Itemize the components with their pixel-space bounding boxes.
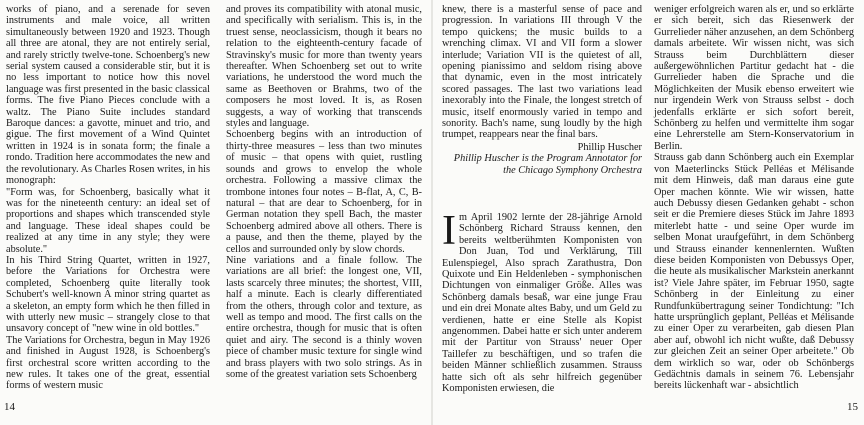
paragraph: Nine variations and a finale follow. The variations are all brief: the longest one, VII, lasts scarcely three minutes; the shortest, VIII, half a minute. Each is clearly differentiated from the others, through color and texture, as well as tempo and mood. The first calls on the entire orchestra, though for music that is often quiet and airy. The second is a thinly woven piece of chamber music texture for single wind and brass players with two solo strings. As in some of the greatest variation sets Schoenberg [226,254,422,380]
right-column-2 [654,4,854,392]
paragraph: works of piano, and a serenade for seven instruments and male voice, all written simultaneously between 1920 and 1923. Though all three are atonal, they are not entirely serial, and rarely strictly twelve-tone. Schoenberg's new serial system caused a considerable stir, but it is no less important to notice how this novel language was first presented in the basic classical forms. The five Piano Pieces conclude with a waltz. The Piano Suite includes standard Baroque dances: a gavotte, minuet and trio, and gigue. The first movement of a Wind Quintet written in 1924 is in sonata form; the finale a rondo. Tradition here accommodates the new and the revolutionary. As Charles Rosen writes, in his monograph: [6,4,210,187]
author-role: Phillip Huscher is the Program Annotator for the Chicago Symphony Orchestra [453,153,642,176]
german-text-start [442,208,642,395]
paragraph: Schoenberg begins with an introduction of thirty-three measures – less than two minutes of music – that opens with quiet, rustling sounds and grows to envelop the whole orchestra. Following a massive climax the trombone intones four notes – B-flat, A, C, B-natural – that are dear to Schoenberg, for in German notation they spell Bach, the master Schoenberg admired above all others. There is a pause, and then the theme, played by the cellos and surrounded only by slow chords. [226,129,422,255]
paragraph: and proves its compatibility with atonal music, and specifically with serialism. This is, in the truest sense, neoclassicism, though it bears no relation to the eighteenth-century facade of Stravinsky's music for more than twenty years thereafter. When Schoenberg set out to write variations, he understood the word much the same as Beethoven or Brahms, two of the composers he most loved. It is, as Rosen suggests, a way of working that transcends styles and language. [226,4,422,130]
right-column-1 [442,4,642,176]
german-paragraph: Strauss gab dann Schönberg auch ein Exemplar von Maeterlincks Stück Pelléas et Mélisande mit dem Hinweis, daß man daraus eine gute Oper machen könnte. Wie wir wissen, hatte auch Debussy diesen Gedanken gehabt - schon seit er die Premiere dieses Stück im Jahre 1893 miterlebt hatte - und seine Oper wurde im selben Monat uraufgeführt, in dem Schönberg und Strauss einander kennenlernten. Wußten diese beiden Komponisten von Debussys Oper, die heute als musikalischer Markstein anerkannt ist? Viele Jahre später, im Februar 1950, sagte Schönberg in der Einleitung zu einer Rundfunkübertragung seiner Tondichtung: "Ich hatte ursprünglich geplant, Pelléas et Mélisande zu einer Oper zu verarbeiten, gab diesen Plan aber auf, obwohl ich nicht wußte, daß Debussy zur gleichen Zeit an seiner Oper arbeitete." Ob dem wirklich so war, oder ob Schönbergs Gedächtnis damals in seinem 76. Lebensjahr bereits lückenhaft war - absichtlich [654,152,854,392]
left-column-2 [226,4,422,380]
page-number-left: 14 [4,401,15,413]
left-column-1 [6,4,210,392]
author-name: Phillip Huscher [577,141,642,153]
drop-cap: I [442,208,456,254]
right-page [432,0,864,425]
quote-paragraph: "Form was, for Schoenberg, basically what it was for the nineteenth century: an ideal set of proportions and shapes which transcended style and language. These ideal shapes could be realized at any time in any style; they were absolute." [6,186,210,255]
paragraph: The Variations for Orchestra, begun in May 1926 and finished in August 1928, is Schoenberg's first orchestral score written according to the new rules. It takes one of the great, essential forms of western music [6,334,210,392]
german-paragraph: m April 1902 lernte der 28-jährige Arnold Schönberg Richard Strauss kennen, den bereits weltberühmten Komponisten von Don Juan, Tod und Verklärung, Till Eulenspiegel, Also sprach Zarathustra, Don Quixote und Ein Heldenleben - symphonischen Dichtungen von einmaliger Größe. Alles was Schönberg damals besaß, war eine junge Frau und ein drei Monate altes Baby, und um Geld zu verdienen, hatte er eine Stelle als Kopist angenommen. Dabei hatte er sich unter anderem mit der Partitur von Strauss' neuer Oper Taillefer zu beschäftigen, und so trafen die beiden Männer schließlich zusammen. Strauss hatte sich oft als sehr hilfreich gegenüber Komponisten erwiesen, die [442,212,642,395]
paragraph: In his Third String Quartet, written in 1927, before the Variations for Orchestra were completed, Schoenberg quite literally took Schubert's well-known A minor string quartet as a skeleton, an empty form which he then filled in with utterly new music – strangely close to that unsavory concept of "new wine in old bottles." [6,254,210,335]
german-paragraph: weniger erfolgreich waren als er, und so erklärte er sich bereit, sich das Riesenwerk der Gurrelieder näher anzusehen, an dem Schönberg damals arbeitete. Wir wissen nicht, was sich Strauss beim Durchblättern dieser außergewöhnlichen Partitur gedacht hat - die Gurrelieder haben die Sprache und die Möglichkeiten der Musik ebenso erweitert wie nur irgendein Werk von Strauss selbst - doch jedenfalls erklärte er sich sofort bereit, Schönberg zu helfen und vermittelte ihm sogar eine Lehrerstelle am Stern-Konservatorium in Berlin. [654,4,854,152]
paragraph: knew, there is a masterful sense of pace and progression. In variations III through V the tempo quickens; the music builds to a wrenching climax. VI and VII form a slower interlude; Variation VII is the quietest of all, opening pianissimo and seldom rising above that dynamic, even in the most intricately scored passages. The last two variations lead inexorably into the Finale, the longest stretch of music, itself enormously varied in tempo and sonority. Bach's name, sung loudly by the high trumpet, reappears near the final bars. [442,4,642,141]
page-number-right: 15 [847,401,858,413]
